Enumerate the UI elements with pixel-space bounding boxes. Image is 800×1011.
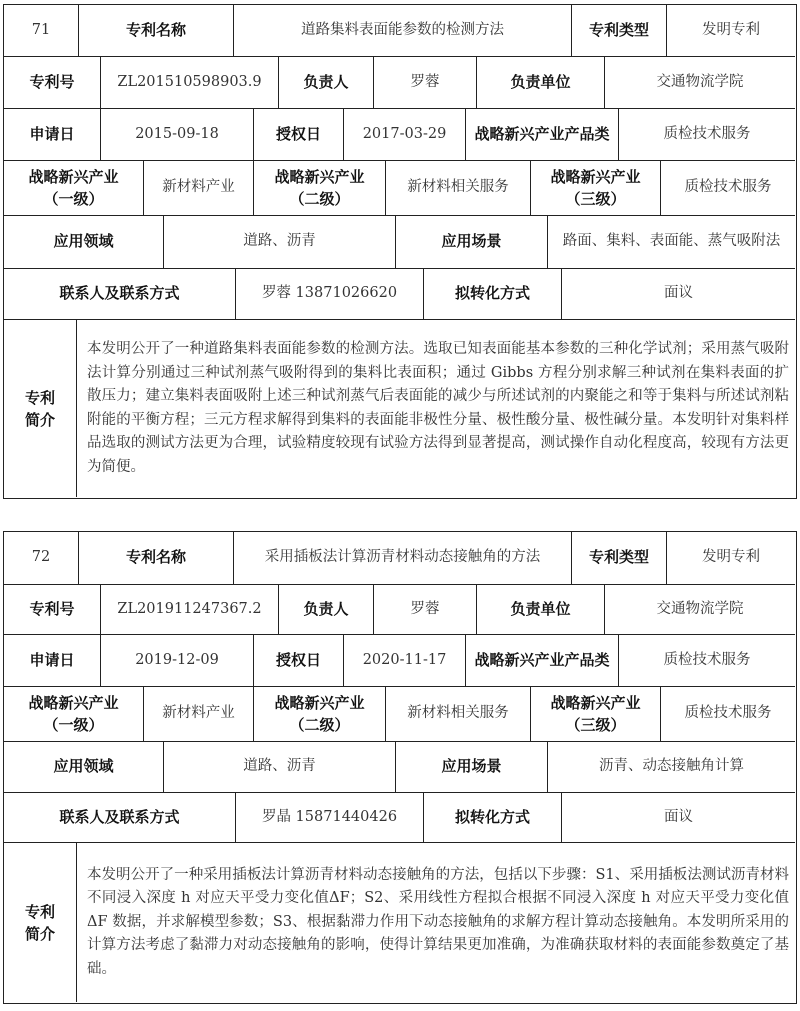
lvl3-line-b: （三级） <box>565 716 626 734</box>
contact-value: 罗晶 15871440426 <box>236 793 424 843</box>
abstract-label <box>4 320 77 497</box>
industry-lvl3-value: 质检技术服务 <box>661 687 795 742</box>
owner-value: 罗蓉 <box>374 57 477 109</box>
industry-lvl1-label <box>4 687 144 742</box>
scene-value: 沥青、动态接触角计算 <box>548 742 795 793</box>
patent-type-value: 发明专利 <box>667 5 795 57</box>
apply-date-value: 2019-12-09 <box>101 635 254 687</box>
abstract-line-a: 专利 <box>24 902 55 921</box>
owner-value: 罗蓉 <box>374 585 477 635</box>
owner-label: 负责人 <box>279 585 374 635</box>
field-value: 道路、沥青 <box>164 216 396 269</box>
industry-cat-value: 质检技术服务 <box>619 109 795 161</box>
industry-cat-label: 战略新兴产业产品类 <box>466 109 619 161</box>
scene-value: 路面、集料、表面能、蒸气吸附法 <box>548 216 795 269</box>
apply-date-label: 申请日 <box>4 635 101 687</box>
patent-name-label: 专利名称 <box>79 532 234 585</box>
abstract-text: 本发明公开了一种道路集料表面能参数的检测方法。选取已知表面能基本参数的三种化学试剂；采用蒸气吸附法计算分别通过三种试剂蒸气吸附得到的集料比表面积；通过 Gibbs 方程分别求解三种试剂在集料表面的扩散压力；建立集料表面吸附上述三种试剂蒸气后表面能的减少与所述试剂的内聚能之和等于集料与所述试剂粘附能的平衡方程；三元方程求解得到集料的表面能非极性分量、极性酸分量、极性碱分量。本发明针对集料样品选取的测试方法更为合理，试验精度较现有试验方法得到显著提高，测试操作自动化程度高，较现有方法更为简便。 <box>87 341 789 475</box>
patent-no-label: 专利号 <box>4 57 101 109</box>
abstract-line-b: 简介 <box>24 924 55 943</box>
contact-value: 罗蓉 13871026620 <box>236 269 424 320</box>
transfer-label: 拟转化方式 <box>424 269 562 320</box>
lvl3-line-b: （三级） <box>565 190 626 208</box>
unit-value: 交通物流学院 <box>605 585 795 635</box>
industry-lvl2-value: 新材料相关服务 <box>386 687 531 742</box>
patent-card-71 <box>3 4 797 499</box>
grant-date-label: 授权日 <box>254 635 344 687</box>
patent-index: 71 <box>4 5 79 57</box>
field-label: 应用领域 <box>4 742 164 793</box>
transfer-value: 面议 <box>562 269 795 320</box>
industry-lvl3-value: 质检技术服务 <box>661 161 795 216</box>
abstract-line-b: 简介 <box>24 410 55 429</box>
scene-label: 应用场景 <box>396 216 548 269</box>
industry-lvl1-label <box>4 161 144 216</box>
patent-no-value: ZL201911247367.2 <box>101 585 279 635</box>
grant-date-value: 2017-03-29 <box>344 109 466 161</box>
apply-date-label: 申请日 <box>4 109 101 161</box>
patent-index: 72 <box>4 532 79 585</box>
industry-lvl2-label <box>254 161 386 216</box>
patent-table <box>3 531 797 1004</box>
industry-lvl1-value: 新材料产业 <box>144 687 254 742</box>
abstract-text: 本发明公开了一种采用插板法计算沥青材料动态接触角的方法，包括以下步骤：S1、采用插板法测试沥青材料不同浸入深度 h 对应天平受力变化值ΔF；S2、采用线性方程拟合根据不同浸入深度 h 对应天平受力变化值ΔF 数据，并求解模型参数；S3、根据黏滞力作用下动态接触角的求解方程计算动态接触角。本发明所采用的计算方法考虑了黏滞力对动态接触角的影响，使得计算结果更加准确，为准确获取材料的表面能参数奠定了基础。 <box>87 866 789 977</box>
lvl3-line-a: 战略新兴产业 <box>550 168 641 186</box>
patent-table <box>3 4 797 499</box>
unit-value: 交通物流学院 <box>605 57 795 109</box>
unit-label: 负责单位 <box>477 57 605 109</box>
apply-date-value: 2015-09-18 <box>101 109 254 161</box>
lvl2-line-a: 战略新兴产业 <box>274 694 365 712</box>
patent-no-value: ZL201510598903.9 <box>101 57 279 109</box>
grant-date-label: 授权日 <box>254 109 344 161</box>
abstract-line-a: 专利 <box>24 388 55 407</box>
industry-lvl3-label <box>531 687 661 742</box>
patent-type-label: 专利类型 <box>572 5 667 57</box>
industry-lvl1-value: 新材料产业 <box>144 161 254 216</box>
patent-name-label: 专利名称 <box>79 5 234 57</box>
industry-cat-label: 战略新兴产业产品类 <box>466 635 619 687</box>
field-value: 道路、沥青 <box>164 742 396 793</box>
scene-label: 应用场景 <box>396 742 548 793</box>
lvl3-line-a: 战略新兴产业 <box>550 694 641 712</box>
industry-lvl3-label <box>531 161 661 216</box>
owner-label: 负责人 <box>279 57 374 109</box>
abstract-label <box>4 843 77 1002</box>
industry-lvl2-value: 新材料相关服务 <box>386 161 531 216</box>
lvl2-line-b: （二级） <box>289 716 350 734</box>
contact-label: 联系人及联系方式 <box>4 269 236 320</box>
lvl1-line-b: （一级） <box>43 716 104 734</box>
field-label: 应用领域 <box>4 216 164 269</box>
grant-date-value: 2020-11-17 <box>344 635 466 687</box>
unit-label: 负责单位 <box>477 585 605 635</box>
patent-no-label: 专利号 <box>4 585 101 635</box>
patent-name-value: 道路集料表面能参数的检测方法 <box>234 5 572 57</box>
lvl1-line-a: 战略新兴产业 <box>28 168 119 186</box>
patent-name-value: 采用插板法计算沥青材料动态接触角的方法 <box>234 532 572 585</box>
lvl1-line-b: （一级） <box>43 190 104 208</box>
patent-type-value: 发明专利 <box>667 532 795 585</box>
lvl2-line-b: （二级） <box>289 190 350 208</box>
transfer-value: 面议 <box>562 793 795 843</box>
contact-label: 联系人及联系方式 <box>4 793 236 843</box>
industry-lvl2-label <box>254 687 386 742</box>
lvl2-line-a: 战略新兴产业 <box>274 168 365 186</box>
industry-cat-value: 质检技术服务 <box>619 635 795 687</box>
patent-card-72 <box>3 531 797 1004</box>
lvl1-line-a: 战略新兴产业 <box>28 694 119 712</box>
transfer-label: 拟转化方式 <box>424 793 562 843</box>
patent-type-label: 专利类型 <box>572 532 667 585</box>
